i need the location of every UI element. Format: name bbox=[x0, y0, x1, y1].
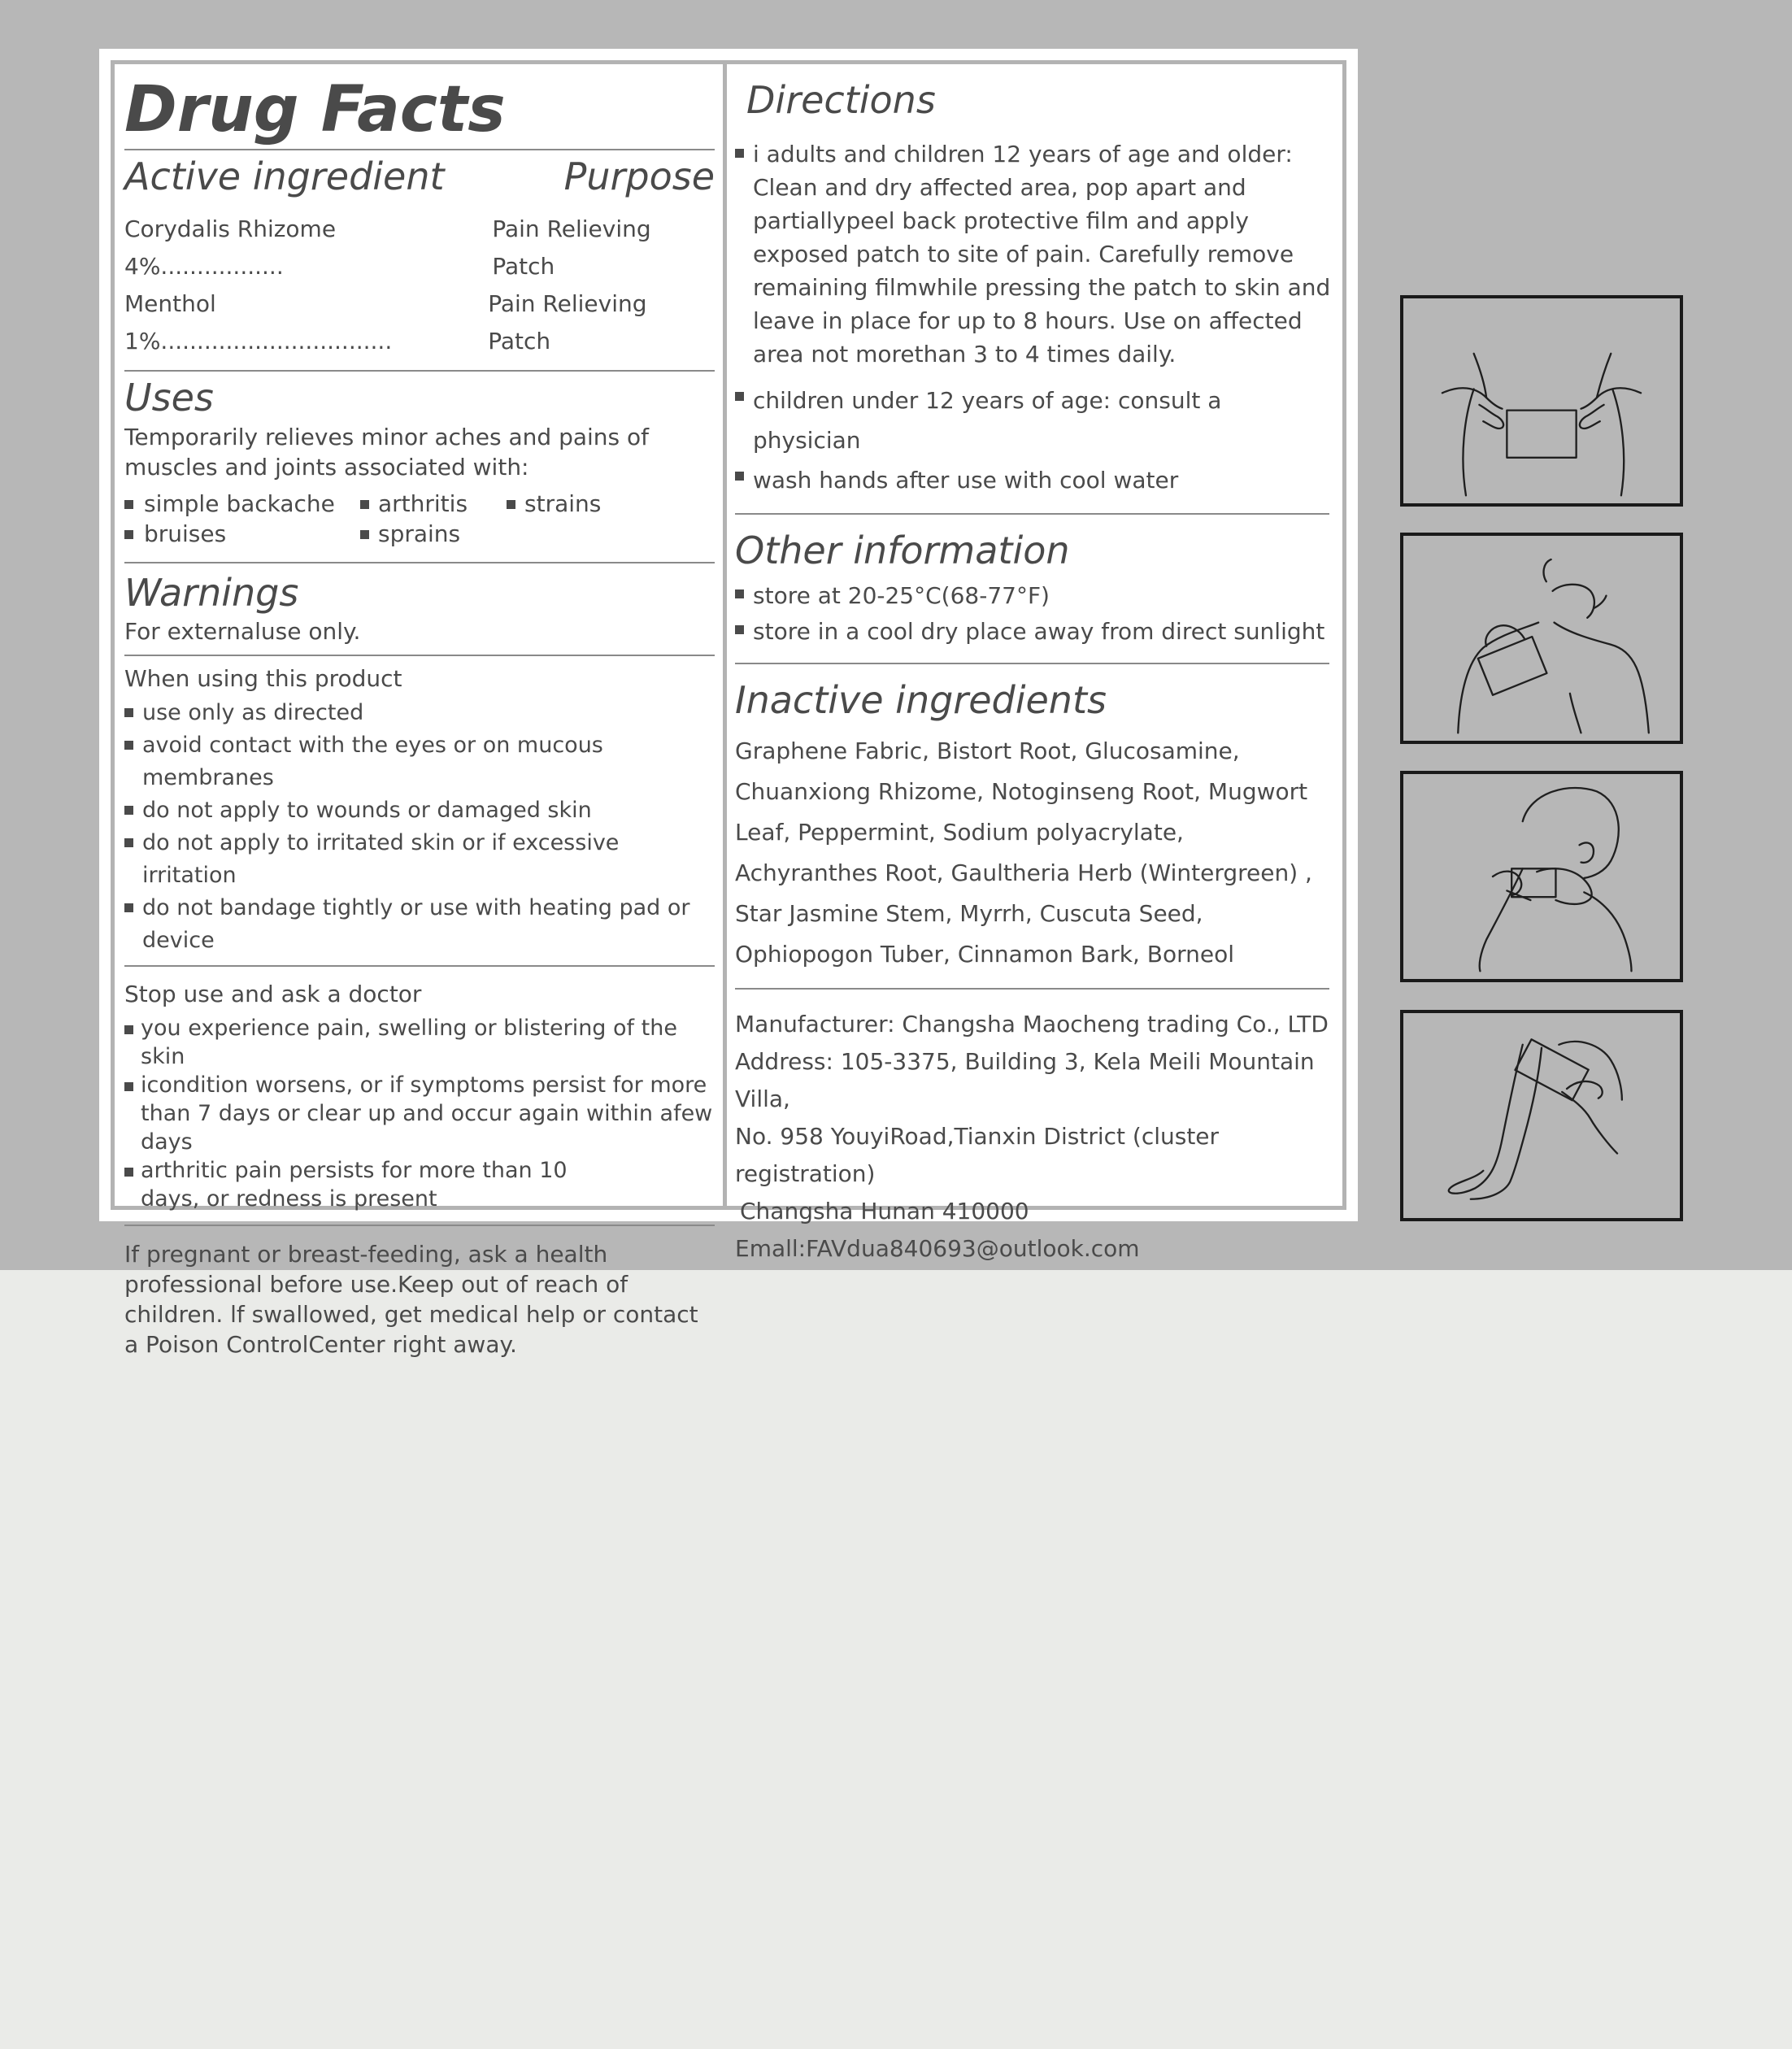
directions-item-body: Clean and dry affected area, pop apart and partiallypeel back protective film and apply exposed patch to site of pain. Carefully remove remaining filmwhile pressing the patch to skin and leave in place for up to 8 hours. Use on affected area not morethan 3 to 4 times daily. bbox=[753, 174, 1331, 368]
uses-item: strains bbox=[507, 489, 715, 519]
uses-item: simple backache bbox=[124, 489, 360, 519]
stop-use-item: you experience pain, swelling or blistering of the skin bbox=[124, 1014, 715, 1071]
when-using-list bbox=[124, 697, 715, 957]
uses-list bbox=[124, 489, 715, 549]
when-using-item: use only as directed bbox=[124, 697, 715, 729]
directions-item-title: i adults and children 12 years of age and older: bbox=[753, 141, 1293, 167]
directions-item bbox=[735, 137, 1336, 371]
uses-item: arthritis bbox=[360, 489, 507, 519]
directions-item: children under 12 years of age: consult a physician bbox=[735, 381, 1336, 460]
active-ingredient-row bbox=[124, 211, 715, 285]
divider bbox=[124, 1225, 715, 1226]
uses-heading: Uses bbox=[124, 376, 214, 420]
ingredient-purpose: Pain Relieving Patch bbox=[488, 290, 647, 355]
shoulder-application-illustration bbox=[1400, 533, 1683, 744]
uses-text: Temporarily relieves minor aches and pains of muscles and joints associated with: bbox=[124, 424, 650, 481]
drug-facts-panel bbox=[99, 49, 1358, 1358]
manufacturer-address: Address: 105-3375, Building 3, Kela Meili Mountain Villa, bbox=[735, 1048, 1315, 1112]
active-ingredient-list bbox=[124, 211, 715, 360]
pregnancy-warning: If pregnant or breast-feeding, ask a health professional before use.Keep out of reach of children. lf swallowed, get medical help or contact a Poison ControlCenter right away. bbox=[124, 1241, 698, 1358]
divider bbox=[124, 562, 715, 563]
divider bbox=[124, 655, 715, 656]
when-using-item: do not bandage tightly or use with heating pad or device bbox=[124, 892, 715, 957]
manufacturer-email: Emall:FAVdua840693@outlook.com bbox=[735, 1235, 1140, 1262]
shoulder-application-icon bbox=[1403, 536, 1680, 741]
active-ingredient-row bbox=[124, 285, 715, 360]
divider bbox=[124, 149, 715, 150]
divider bbox=[735, 513, 1329, 515]
right-column bbox=[727, 64, 1342, 1262]
stop-use-item: arthritic pain persists for more than 10 days, or redness is present bbox=[124, 1156, 715, 1213]
other-information-list bbox=[735, 578, 1336, 650]
when-using-item: do not apply to wounds or damaged skin bbox=[124, 794, 715, 827]
stop-use-heading: Stop use and ask a doctor bbox=[124, 981, 422, 1007]
ingredient-purpose: Pain Relieving Patch bbox=[492, 215, 651, 280]
leg-application-icon bbox=[1403, 1013, 1680, 1218]
ingredient-name: Corydalis Rhizome 4%................. bbox=[124, 215, 337, 280]
directions-heading: Directions bbox=[746, 78, 936, 122]
active-ingredient-header bbox=[124, 152, 715, 201]
manufacturer-address: No. 958 YouyiRoad,Tianxin District (cluster registration) bbox=[735, 1123, 1220, 1187]
inactive-ingredients-text: Graphene Fabric, Bistort Root, Glucosamine, Chuanxiong Rhizome, Notoginseng Root, Mugwort Leaf, Peppermint, Sodium polyacrylate, Achyranthes Root, Gaultheria Herb (Wintergreen) , Star Jasmine Stem, Myrrh, Cuscuta Seed, Ophiopogon Tuber, Cinnamon Bark, Borneol bbox=[735, 737, 1312, 968]
when-using-heading: When using this product bbox=[124, 665, 402, 692]
other-information-item: store at 20-25°C(68-77°F) bbox=[735, 578, 1336, 614]
warnings-heading: Warnings bbox=[124, 571, 299, 615]
uses-item: bruises bbox=[124, 519, 360, 549]
leg-application-illustration bbox=[1400, 1010, 1683, 1221]
lower-back-application-illustration bbox=[1400, 295, 1683, 507]
ingredient-name: Menthol 1%................................ bbox=[124, 290, 393, 355]
manufacturer-name: Manufacturer: Changsha Maocheng trading Co., LTD bbox=[735, 1011, 1329, 1038]
divider bbox=[124, 965, 715, 967]
stop-use-list bbox=[124, 1014, 715, 1213]
directions-list bbox=[735, 137, 1336, 500]
other-information-item: store in a cool dry place away from direct sunlight bbox=[735, 614, 1336, 650]
divider bbox=[735, 988, 1329, 990]
external-use-text: For externaluse only. bbox=[124, 618, 361, 645]
when-using-item: do not apply to irritated skin or if excessive irritation bbox=[124, 827, 715, 892]
neck-application-icon bbox=[1403, 774, 1680, 979]
other-information-heading: Other information bbox=[735, 529, 1070, 572]
left-column bbox=[115, 64, 723, 1358]
stop-use-item: icondition worsens, or if symptoms persist for more than 7 days or clear up and occur again within afew days bbox=[124, 1071, 715, 1156]
manufacturer-city: Changsha Hunan 410000 bbox=[740, 1198, 1029, 1225]
active-ingredient-heading: Active ingredient bbox=[124, 154, 445, 198]
directions-item: wash hands after use with cool water bbox=[735, 460, 1336, 500]
when-using-item: avoid contact with the eyes or on mucous membranes bbox=[124, 729, 715, 794]
drug-facts-frame bbox=[111, 60, 1346, 1358]
drug-facts-title: Drug Facts bbox=[124, 73, 506, 146]
uses-item: sprains bbox=[360, 519, 507, 549]
inactive-ingredients-heading: Inactive ingredients bbox=[735, 678, 1107, 722]
lower-back-application-icon bbox=[1403, 298, 1680, 503]
neck-application-illustration bbox=[1400, 771, 1683, 982]
manufacturer-block bbox=[735, 1006, 1336, 1268]
divider bbox=[124, 370, 715, 372]
divider bbox=[735, 663, 1329, 664]
purpose-heading: Purpose bbox=[563, 154, 715, 198]
